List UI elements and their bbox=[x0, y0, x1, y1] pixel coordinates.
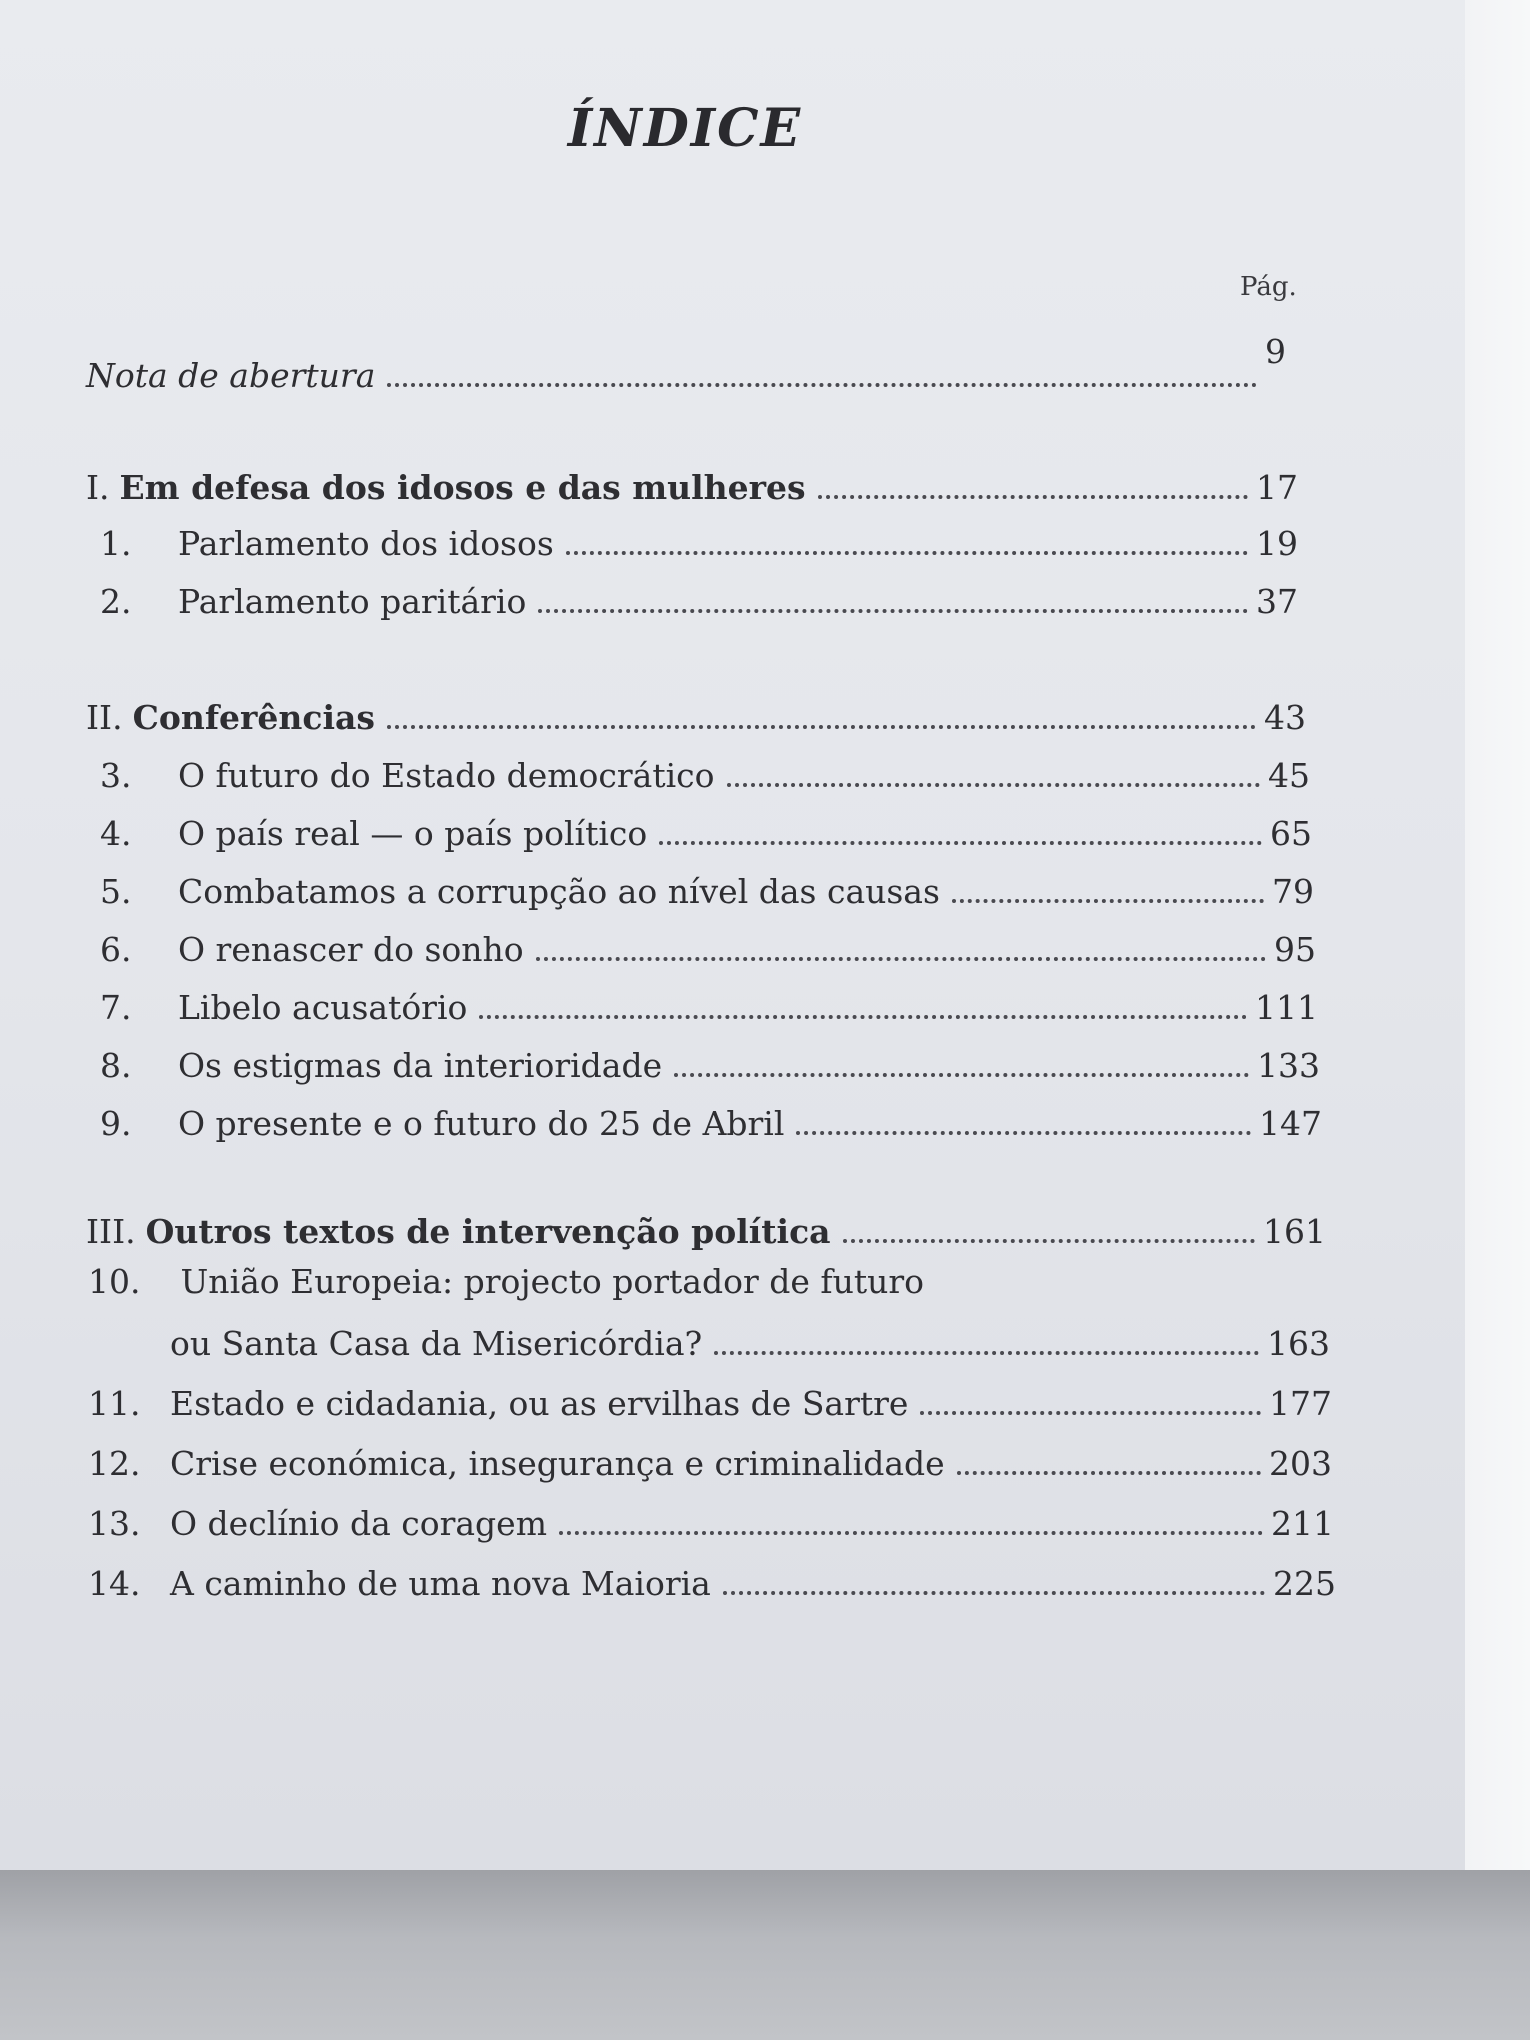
entry-page: 37 bbox=[1256, 582, 1298, 621]
section-numeral: II. bbox=[86, 698, 123, 737]
toc-entry bbox=[100, 982, 1318, 1028]
toc-section-2 bbox=[86, 692, 1306, 738]
dot-leader bbox=[659, 840, 1262, 845]
section-numeral: III. bbox=[86, 1212, 136, 1251]
toc-entry-label: Nota de abertura bbox=[86, 356, 376, 395]
dot-leader bbox=[796, 1130, 1251, 1135]
entry-number: 8. bbox=[100, 1046, 132, 1085]
section-page: 43 bbox=[1264, 698, 1306, 737]
toc-entry bbox=[100, 924, 1316, 970]
dot-leader bbox=[818, 494, 1248, 499]
entry-page: 133 bbox=[1257, 1046, 1320, 1085]
toc-entry bbox=[100, 866, 1314, 912]
toc-entry bbox=[100, 1040, 1320, 1086]
entry-page: 163 bbox=[1267, 1324, 1330, 1363]
entry-number: 14. bbox=[88, 1564, 141, 1603]
entry-title-line1: União Europeia: projecto portador de futuro bbox=[180, 1262, 924, 1301]
entry-title: Combatamos a corrupção ao nível das causas bbox=[178, 872, 940, 911]
toc-section-1 bbox=[86, 462, 1298, 508]
toc-entry bbox=[88, 1558, 1336, 1604]
dot-leader bbox=[387, 724, 1256, 729]
entry-page: 225 bbox=[1273, 1564, 1336, 1603]
toc-section-3 bbox=[86, 1206, 1326, 1252]
entry-title: Libelo acusatório bbox=[178, 988, 468, 1027]
toc-entry bbox=[88, 1438, 1332, 1484]
dot-leader bbox=[957, 1470, 1261, 1475]
toc-entry-page: 9 bbox=[1265, 332, 1286, 371]
entry-title: O futuro do Estado democrático bbox=[178, 756, 715, 795]
entry-page: 147 bbox=[1259, 1104, 1322, 1143]
entry-page: 211 bbox=[1271, 1504, 1334, 1543]
dot-leader bbox=[538, 608, 1248, 613]
section-page: 17 bbox=[1256, 468, 1298, 507]
dot-leader bbox=[920, 1410, 1261, 1415]
entry-page: 95 bbox=[1274, 930, 1316, 969]
entry-title: Estado e cidadania, ou as ervilhas de Sartre bbox=[170, 1384, 909, 1423]
dot-leader bbox=[674, 1072, 1249, 1077]
entry-title: Parlamento paritário bbox=[178, 582, 527, 621]
dot-leader bbox=[843, 1238, 1255, 1243]
entry-number: 9. bbox=[100, 1104, 132, 1143]
toc-entry bbox=[170, 1318, 1330, 1364]
page-edge bbox=[1465, 0, 1530, 1870]
dot-leader bbox=[479, 1014, 1247, 1019]
entry-number: 4. bbox=[100, 814, 132, 853]
entry-number: 13. bbox=[88, 1504, 141, 1543]
entry-title: O renascer do sonho bbox=[178, 930, 524, 969]
table-surface bbox=[0, 1870, 1530, 2040]
toc-entry bbox=[88, 1378, 1332, 1424]
toc-entry bbox=[100, 750, 1310, 796]
dot-leader bbox=[536, 956, 1266, 961]
dot-leader bbox=[387, 382, 1257, 387]
toc-entry bbox=[88, 1498, 1334, 1544]
toc-entry-10-first-line bbox=[88, 1262, 924, 1302]
toc-entry bbox=[100, 518, 1298, 564]
dot-leader bbox=[559, 1530, 1263, 1535]
toc-entry-opening bbox=[86, 332, 1286, 396]
section-page: 161 bbox=[1263, 1212, 1326, 1251]
entry-title: Crise económica, insegurança e criminalidade bbox=[170, 1444, 945, 1483]
entry-title: Parlamento dos idosos bbox=[178, 524, 554, 563]
entry-number: 1. bbox=[100, 524, 132, 563]
dot-leader bbox=[952, 898, 1264, 903]
entry-number: 11. bbox=[88, 1384, 141, 1423]
entry-title: O declínio da coragem bbox=[170, 1504, 547, 1543]
toc-entry bbox=[100, 808, 1312, 854]
entry-page: 111 bbox=[1255, 988, 1318, 1027]
entry-page: 177 bbox=[1269, 1384, 1332, 1423]
entry-page: 65 bbox=[1270, 814, 1312, 853]
entry-page: 203 bbox=[1269, 1444, 1332, 1483]
toc-entry bbox=[100, 576, 1298, 622]
dot-leader bbox=[566, 550, 1248, 555]
entry-number: 12. bbox=[88, 1444, 141, 1483]
section-numeral: I. bbox=[86, 468, 110, 507]
entry-title: Os estigmas da interioridade bbox=[178, 1046, 663, 1085]
toc-entry bbox=[100, 1098, 1322, 1144]
page-title: ÍNDICE bbox=[567, 98, 803, 159]
section-title: Outros textos de intervenção política bbox=[145, 1212, 831, 1251]
page-column-label: Pág. bbox=[1240, 272, 1297, 302]
dot-leader bbox=[727, 782, 1261, 787]
entry-number: 2. bbox=[100, 582, 132, 621]
dot-leader bbox=[723, 1590, 1265, 1595]
entry-page: 45 bbox=[1268, 756, 1310, 795]
entry-title: ou Santa Casa da Misericórdia? bbox=[170, 1324, 703, 1363]
entry-number: 10. bbox=[88, 1262, 141, 1301]
entry-title: O presente e o futuro do 25 de Abril bbox=[178, 1104, 785, 1143]
entry-number: 7. bbox=[100, 988, 132, 1027]
entry-title: O país real — o país político bbox=[178, 814, 648, 853]
entry-number: 6. bbox=[100, 930, 132, 969]
entry-title: A caminho de uma nova Maioria bbox=[170, 1564, 711, 1603]
entry-number: 5. bbox=[100, 872, 132, 911]
entry-page: 79 bbox=[1272, 872, 1314, 911]
dot-leader bbox=[714, 1350, 1259, 1355]
entry-page: 19 bbox=[1256, 524, 1298, 563]
entry-number: 3. bbox=[100, 756, 132, 795]
section-title: Conferências bbox=[132, 698, 375, 737]
section-title: Em defesa dos idosos e das mulheres bbox=[119, 468, 806, 507]
